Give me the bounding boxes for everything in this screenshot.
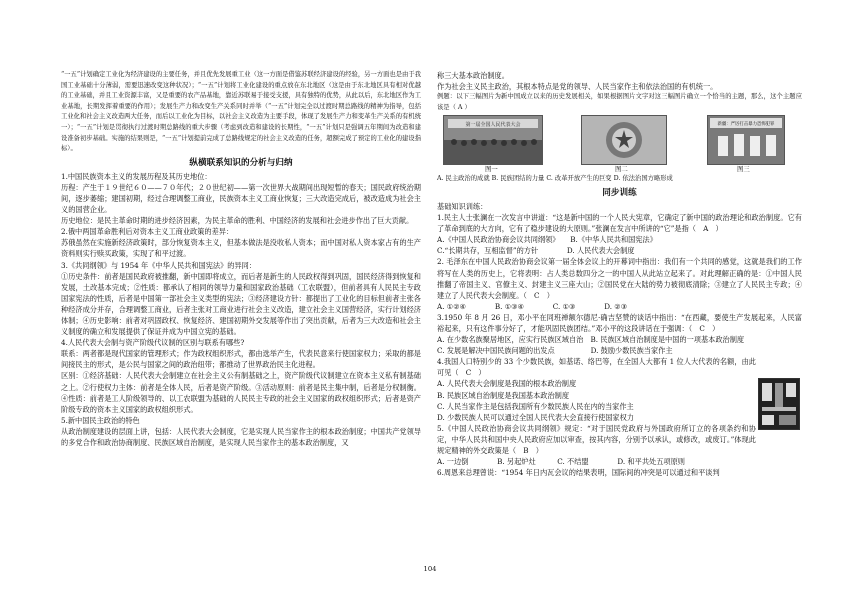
question-option: B. 民族区域自治制度是我国基本政治制度: [437, 390, 570, 400]
left-paragraph: 历程：产生于１９世纪６０——７０年代；２０世纪初——第一次世界大战期间出现短暂的春天；国民政府统治期间，逐步萎缩；建国初期，经过合理调整工商业，民族资本主义工商业恢复；三大改造完成后，被改造成为社会主义的国营企业。: [61, 182, 421, 215]
left-paragraph: 区别：①经济基础：人民代表大会制建立在社会主义公有制基础之上，资产阶级代议制建立在资本主义私有制基础之上。②行使权力主体：前者是全体人民，后者是资产阶级。③活动原则：前者是民主集中制，后者是分权制衡。④性质：前者是工人阶级领导的、以工农联盟为基础的人民民主专政的社会主义国家的政权组织形式；后者是资产阶级专政的资本主义国家的政权组织形式。: [61, 371, 421, 414]
question-3: 3.1950 年 8 月 26 日，邓小平在同班禅额尔德尼·确吉坚赞的谈话中指出：“在西藏，要使生产发展起来，人民富裕起来，只有这件事分好了，才能巩固民族团结。”邓小平的这段讲话在于强调：（ C ）: [437, 312, 802, 333]
decorative-image: [758, 378, 800, 430]
left-paragraph: 苏俄虽然在实施新经济政策时，部分恢复资本主义，但基本做法是没收私人资本；而中国对私人资本家占有的生产资料则实行赎买政策，实现了和平过渡。: [61, 238, 421, 259]
example-options: A. 民主政治的成就 B. 民族团结的力量 C. 改革开放产生的巨变 D. 依法治国方略形成: [437, 175, 673, 183]
example-figures: [437, 115, 802, 174]
question-option: A. 一边倒 B. 另起炉灶 C. 不结盟 D. 和平共处五项原则: [437, 457, 685, 467]
left-paragraph: 5.新中国民主政治的特色: [61, 415, 140, 425]
question-option: C. 发展是解决中国民族问题的出发点 D. 鼓励少数民族当家作主: [437, 346, 673, 356]
example-question: 例题：以下三幅图片为新中国成立以来的历史发展相关，如果根据图片文字对这三幅图片确立一个恰当的主题，那么，这个主题应该是（ A ）: [437, 93, 802, 111]
question-option: A. 在少数名族聚居地区，应实行民族区域自治 B. 民族区域自治制度是中国的一项基本政治制度: [437, 335, 745, 345]
question-option: C. 人民当家作主是包括我国所有少数民族人民在内的当家作主: [437, 401, 634, 411]
emblem-image: [581, 115, 667, 165]
right-paragraph: 作为社会主义民主政治，其根本特点是党的领导、人民当家作主和依法治国的有机统一。: [437, 82, 718, 92]
left-paragraph: 从政治制度建设的层面上讲，包括：人民代表大会制度，它是实现人民当家作主的根本政治制度；中国共产党领导的多党合作和政治协商制度、民族区域自治制度，是实现人民当家作主的基本政治制度，又: [61, 426, 421, 447]
left-paragraph: 2.俄中两国革命胜利后对资本主义工商业政策的差异：: [61, 227, 234, 237]
fig3-caption: 图三: [737, 165, 750, 174]
photo-xinjiang: [707, 115, 785, 165]
question-option: A. 人民代表大会制度是我国的根本政治制度: [437, 379, 577, 389]
question-1: 1.民主人士张澜在一次发言中讲道：“这是新中国的一个人民大宪章，它确定了新中国的政治理论和政治制度。它有了革命到底的大方向，它有了稳步建设的大原则。”张澜在发言中所讲的“它”是指（ A ）: [437, 213, 802, 234]
question-option: C.“长期共存，互相监督”的方针 D. 人民代表大会制度: [437, 246, 635, 256]
left-paragraph: 1.中国民族资本主义的发展历程及其历史地位：: [61, 171, 212, 181]
page-number: 104: [423, 565, 437, 573]
left-paragraph: 3.《共同纲领》与 1954 年《中华人民共和国宪法》的异同：: [61, 260, 257, 270]
question-4: 4.我国人口特别少的 33 个少数民族，如基诺、络巴等，在全国人大都有 1 位人大代表的名额，由此可见（ C ）: [437, 357, 756, 378]
question-2: 2. 毛泽东在中国人民政治协商会议第一届全体会议上的开幕词中指出：我们有一个共同的感觉，这就是我们的工作将写在人类的历史上，它将表明：占人类总数四分之一的中国人从此站立起来了。对此理解正确的是：①中国人民推翻了帝国主义、官僚主义、封建主义三座大山；②国民党在大陆的势力被彻底清除；③建立了人民民主专政；④建立了人民代表大会制度。（ C ）: [437, 257, 802, 300]
question-4-block: [437, 356, 802, 467]
fig2-caption: 图二: [615, 165, 628, 174]
intro-paragraph: “一五”计划确定工业化为经济建设的主要任务，并且优先发展重工业（这一方面是借鉴苏联经济建设的经验，另一方面也是由于我国工业基础十分薄弱，需要迅速改变这种状况）；“一五”计划将工业化建设的重点放在东北地区（这是由于东北地区具有相对优越的工业基础，并且工业资源丰富，又是重要的农产品基地，靠近苏联易于接受支援，具有独特的优势，从此以后，东北地区作为工业基地，长期发挥着重要的作用）；发展生产力和改变生产关系同时并举（“一五”计划完全以过渡时期总路线的精神为指导，包括工业化和社会主义改造两大任务，而后以工业化为目标，以社会主义改造为主要手段，体现了发展生产力和变革生产关系的有机统一）；“一五”计划是贯彻执行过渡时期总路线的重大步骤（考虑到改造和建设的长期性，“一五”计划只是强调五年期间为改造和建设准备初步基础。实施的结果则是，“一五”计划提前完成了总路线规定的社会主义改造的任务，超额完成了预定的工业化的建设指标）。: [61, 71, 421, 153]
section-heading-left: 纵横联系知识的分析与归纳: [189, 157, 293, 168]
sub-heading: 基础知识训练：: [437, 201, 488, 211]
photo-congress: [443, 115, 543, 165]
question-option: A. ①②④ B. ①③④ C. ①③ D. ②③: [437, 301, 628, 311]
right-column: [437, 70, 802, 478]
question-option: D. 少数民族人民可以通过全国人民代表大会直接行使国家权力: [437, 412, 634, 422]
left-paragraph: ①历史条件：前者是国民政府被推翻，新中国即将成立，而后者是新生的人民政权得到巩固，国民经济得到恢复和发展，土改基本完成；②性质：都承认了相同的领导力量和国家政治基础（工农联盟），但前者具有人民民主专政国家宪法的性质，后者是中国第一部社会主义类型的宪法；③经济建设方针：都提出了工业化的目标但前者主张各种经济成分并存，合理调整工商业，后者主张对工商业进行社会主义改造，建立社会主义国营经济，实行计划经济体制；④历史影响：前者对巩固政权、恢复经济、建国初期外交发展等作出了突出贡献，后者为三大改造和社会主义制度的确立和发展提供了保证并成为中国立宪的基础。: [61, 271, 421, 337]
question-option: A.《中国人民政治协商会议共同纲领》 B.《中华人民共和国宪法》: [437, 235, 657, 245]
section-heading-right: 同步训练: [602, 187, 637, 198]
left-column: [61, 70, 421, 448]
fig1-caption: 图一: [485, 165, 498, 174]
left-paragraph: 联系：两者都是现代国家的管理形式；作为政权组织形式，都由选举产生，代表民意来行使国家权力；采取的都是间接民主的形式，是公民与国家之间的政治纽带；都推动了世界政治民主化进程。: [61, 349, 421, 370]
question-6: 6.周恩来总理曾说：“1954 年日内瓦会议的结果表明，国际间的冲突是可以通过和平谈判: [437, 468, 720, 478]
left-paragraph: 4.人民代表大会制与资产阶级代议制的区别与联系有哪些?: [61, 338, 245, 348]
question-5: 5.《中国人民政治协商会议共同纲领》规定：“对于国民党政府与外国政府所订立的各项条约和协定，中华人民共和国中央人民政府应加以审查，按其内容，分别予以承认，或修改，或废订。”体现此规定精神的外交政策是（ B ）: [437, 423, 756, 456]
left-paragraph: 历史地位：是民主革命时期的进步经济因素，为民主革命的胜利、中国经济的发展和社会进步作出了巨大贡献。: [61, 216, 414, 226]
fig3-banner: 新疆：严厉打击暴力恐怖犯罪: [717, 122, 775, 128]
fig1-banner: 第一届全国人民代表大会: [465, 122, 521, 129]
right-paragraph: 称三大基本政治制度。: [437, 71, 509, 80]
